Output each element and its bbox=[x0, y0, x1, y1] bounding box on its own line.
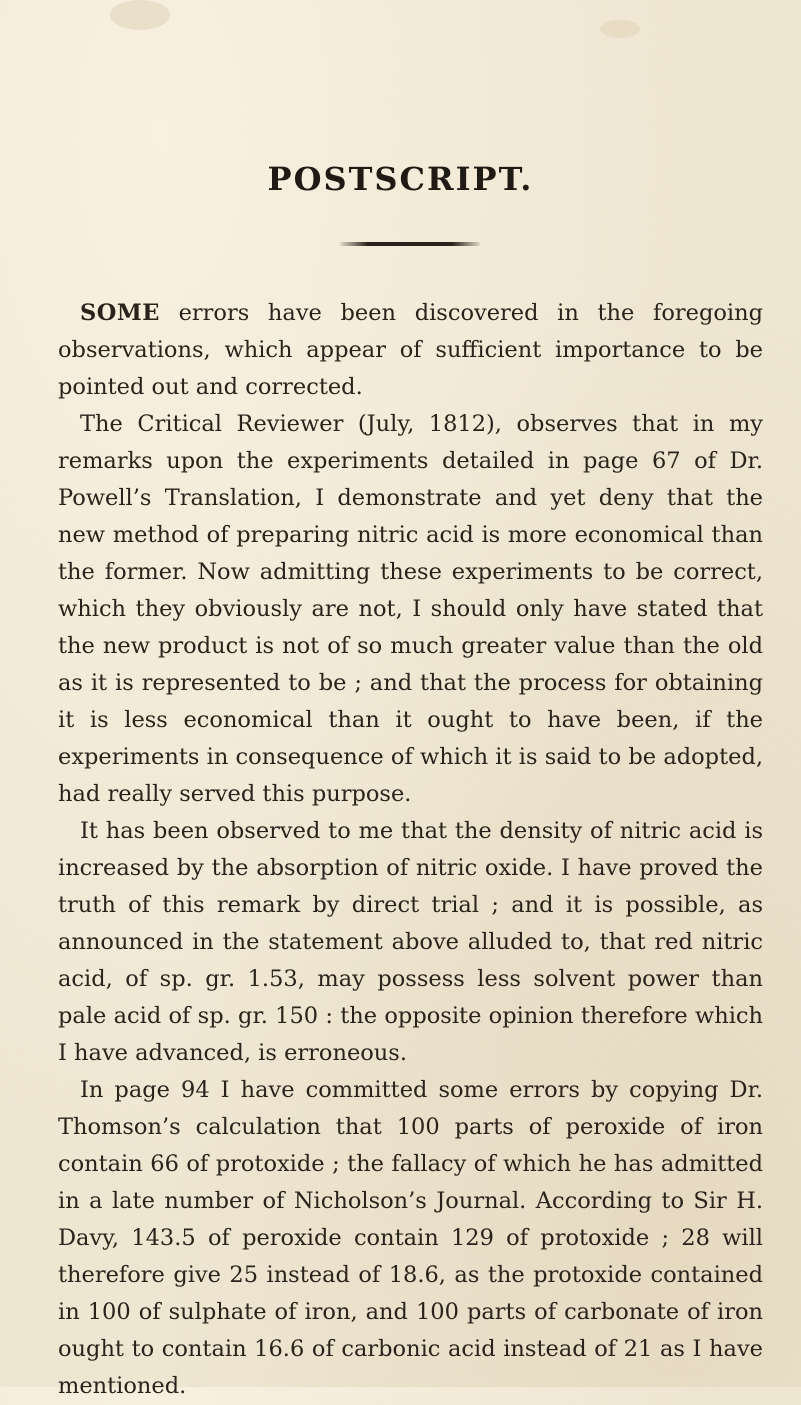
body-text bbox=[58, 295, 763, 1405]
paper-stain bbox=[600, 20, 640, 38]
paragraph-text: errors have been discovered in the foregoing observations, which appear of sufficient importance to be pointed out and corrected. bbox=[58, 300, 763, 400]
paragraph-lead-word: SOME bbox=[80, 300, 160, 326]
paragraph-2: The Critical Reviewer (July, 1812), observes that in my remarks upon the experiments detailed in page 67 of Dr. Powell’s Translation, I demonstrate and yet deny that the new method of preparing nitric acid is more economical than the former. Now admitting these experiments to be correct, which they obviously are not, I should only have stated that the new product is not of so much greater value than the old as it is represented to be ; and that the process for obtaining it is less economical than it ought to have been, if the experiments in consequence of which it is said to be adopted, had really served this purpose. bbox=[58, 411, 763, 807]
paragraph-1 bbox=[58, 295, 763, 406]
paragraph-3: It has been observed to me that the density of nitric acid is increased by the absorption of nitric oxide. I have proved the truth of this remark by direct trial ; and it is possible, as announced in the statement above alluded to, that red nitric acid, of sp. gr. 1.53, may possess less solvent power than pale acid of sp. gr. 150 : the opposite opinion therefore which I have advanced, is erroneous. bbox=[58, 818, 763, 1066]
paper-stain bbox=[110, 0, 170, 30]
paragraph-4: In page 94 I have committed some errors by copying Dr. Thomson’s calculation that 100 parts of peroxide of iron contain 66 of protoxide ; the fallacy of which he has admitted in a late number of Nicholson’s Journal. According to Sir H. Davy, 143.5 of peroxide contain 129 of protoxide ; 28 will therefore give 25 instead of 18.6, as the protoxide contained in 100 of sulphate of iron, and 100 parts of carbonate of iron ought to contain 16.6 of carbonic acid instead of 21 as I have mentioned. bbox=[58, 1077, 763, 1399]
page-heading: POSTSCRIPT. bbox=[267, 160, 534, 198]
ornamental-rule bbox=[340, 242, 480, 246]
